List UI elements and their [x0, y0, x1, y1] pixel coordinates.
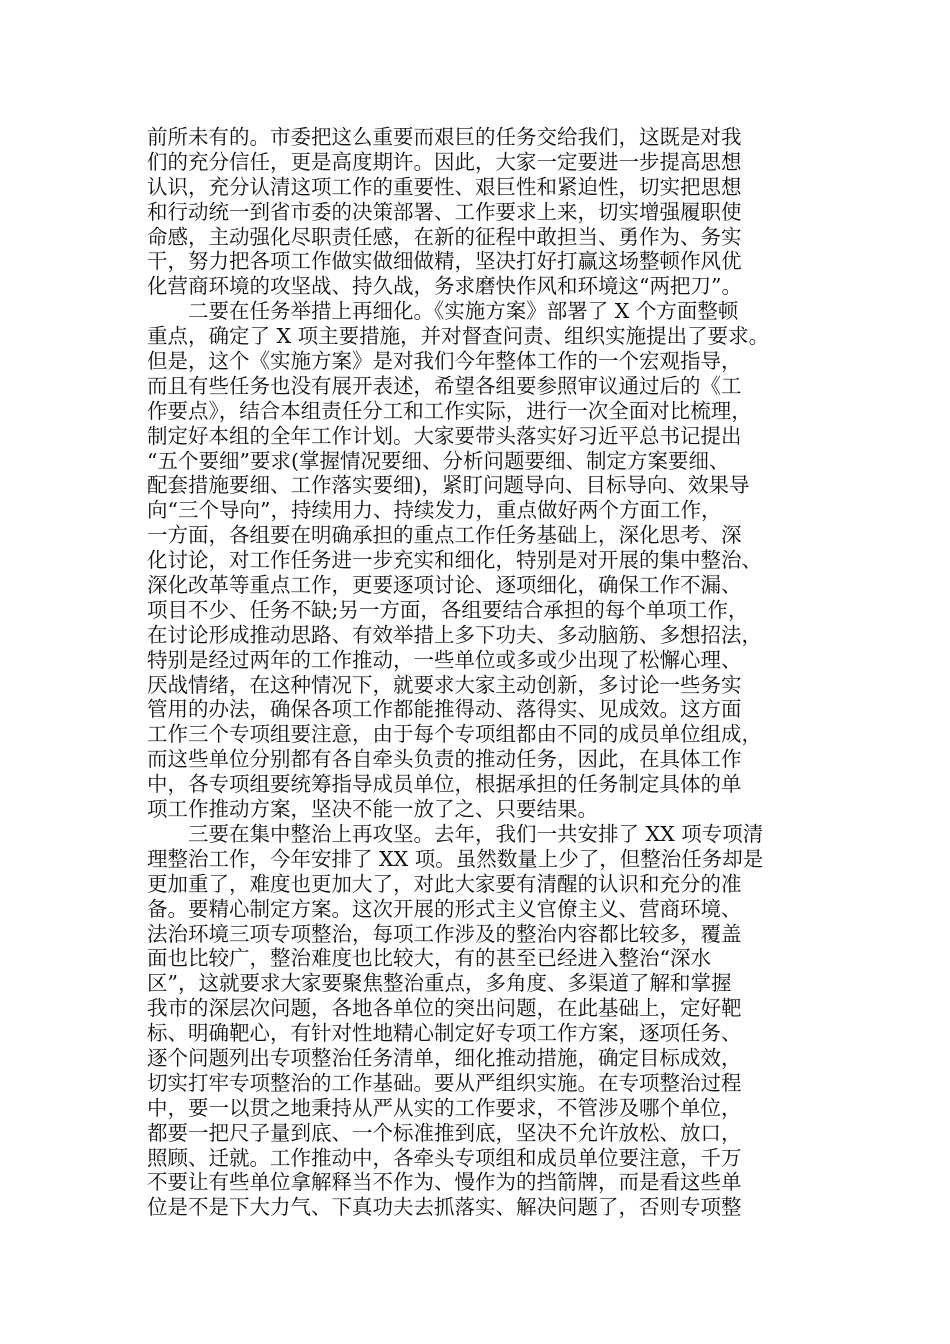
text-line: 重点，确定了 X 项主要措施，并对督查问责、组织实施提出了要求。 — [147, 324, 770, 349]
text-line: 中，各专项组要统筹指导成员单位，根据承担的任务制定具体的单 — [147, 772, 742, 797]
text-line: 我市的深层次问题，各地各单位的突出问题，在此基础上，定好靶 — [147, 996, 742, 1021]
text-line: 标、明确靶心，有针对性地精心制定好专项工作方案，逐项任务、 — [147, 1021, 742, 1046]
text-line: 深化改革等重点工作，更要逐项讨论、逐项细化，确保工作不漏、 — [147, 573, 742, 598]
text-line: 位是不是下大力气、下真功夫去抓落实、解决问题了，否则专项整 — [147, 1195, 742, 1220]
text-line: 命感，主动强化尽职责任感，在新的征程中敢担当、勇作为、务实 — [147, 224, 742, 249]
text-line: 而且有些任务也没有展开表述，希望各组要参照审议通过后的《工 — [147, 373, 742, 398]
paragraph-start-line: 三要在集中整治上再攻坚。去年，我们一共安排了 XX 项专项清 — [188, 821, 764, 846]
text-line: 化营商环境的攻坚战、持久战，务求磨快作风和环境这“两把刀”。 — [147, 274, 742, 299]
text-line: 化讨论，对工作任务进一步充实和细化，特别是对开展的集中整治、 — [147, 548, 762, 573]
text-line: 法治环境三项专项整治，每项工作涉及的整治内容都比较多，覆盖 — [147, 921, 742, 946]
text-line: 作要点》，结合本组责任分工和工作实际，进行一次全面对比梳理， — [147, 398, 752, 423]
text-line: 项工作推动方案，坚决不能一放了之、只要结果。 — [147, 797, 598, 822]
text-line: 项目不少、任务不缺;另一方面，各组要结合承担的每个单项工作， — [147, 597, 749, 622]
text-line: 都要一把尺子量到底、一个标准推到底，坚决不允许放松、放口， — [147, 1120, 742, 1145]
text-line: 干，努力把各项工作做实做细做精，坚决打好打赢这场整顿作风优 — [147, 249, 742, 274]
text-line: 更加重了，难度也更加大了，对此大家要有清醒的认识和充分的准 — [147, 871, 742, 896]
text-line: 逐个问题列出专项整治任务清单，细化推动措施，确定目标成效， — [147, 1045, 742, 1070]
text-line: 备。要精心制定方案。这次开展的形式主义官僚主义、营商环境、 — [147, 896, 742, 921]
text-line: 理整治工作，今年安排了 XX 项。虽然数量上少了，但整治任务却是 — [147, 846, 764, 871]
text-line: 在讨论形成推动思路、有效举措上多下功夫、多动脑筋、多想招法， — [147, 622, 762, 647]
text-line: 不要让有些单位拿解释当不作为、慢作为的挡箭牌，而是看这些单 — [147, 1170, 742, 1195]
text-line: 但是，这个《实施方案》是对我们今年整体工作的一个宏观指导， — [147, 349, 742, 374]
body-text — [147, 125, 827, 1220]
text-line: 区”，这就要求大家要聚焦整治重点，多角度、多渠道了解和掌握 — [147, 971, 732, 996]
paragraph-start-line: 二要在任务举措上再细化。《实施方案》部署了 X 个方面整顿 — [188, 299, 739, 324]
text-line: 厌战情绪，在这种情况下，就要求大家主动创新，多讨论一些务实 — [147, 672, 742, 697]
text-line: 和行动统一到省市委的决策部署、工作要求上来，切实增强履职使 — [147, 199, 742, 224]
text-line: 制定好本组的全年工作计划。大家要带头落实好习近平总书记提出 — [147, 423, 742, 448]
text-line: 工作三个专项组要注意，由于每个专项组都由不同的成员单位组成， — [147, 722, 762, 747]
text-line: 配套措施要细、工作落实要细)，紧盯问题导向、目标导向、效果导 — [147, 473, 750, 498]
text-line: 而这些单位分别都有各自牵头负责的推动任务，因此，在具体工作 — [147, 747, 742, 772]
text-line: 照顾、迁就。工作推动中，各牵头专项组和成员单位要注意，千万 — [147, 1145, 742, 1170]
text-line: 切实打牢专项整治的工作基础。要从严组织实施。在专项整治过程 — [147, 1070, 742, 1095]
text-line: 们的充分信任，更是高度期许。因此，大家一定要进一步提高思想 — [147, 149, 742, 174]
text-line: 中，要一以贯之地秉持从严从实的工作要求，不管涉及哪个单位， — [147, 1095, 742, 1120]
text-line: 特别是经过两年的工作推动，一些单位或多或少出现了松懈心理、 — [147, 647, 742, 672]
text-line: 向“三个导向”，持续用力、持续发力，重点做好两个方面工作， — [147, 498, 722, 523]
text-line: 管用的办法，确保各项工作都能推得动、落得实、见成效。这方面 — [147, 697, 742, 722]
text-line: “五个要细”要求(掌握情况要细、分析问题要细、制定方案要细、 — [147, 448, 730, 473]
text-line: 面也比较广，整治难度也比较大，有的甚至已经进入整治“深水 — [147, 946, 711, 971]
text-line: 认识，充分认清这项工作的重要性、艰巨性和紧迫性，切实把思想 — [147, 174, 742, 199]
text-line: 一方面，各组要在明确承担的重点工作任务基础上，深化思考、深 — [147, 523, 742, 548]
text-line: 前所未有的。市委把这么重要而艰巨的任务交给我们，这既是对我 — [147, 125, 742, 149]
